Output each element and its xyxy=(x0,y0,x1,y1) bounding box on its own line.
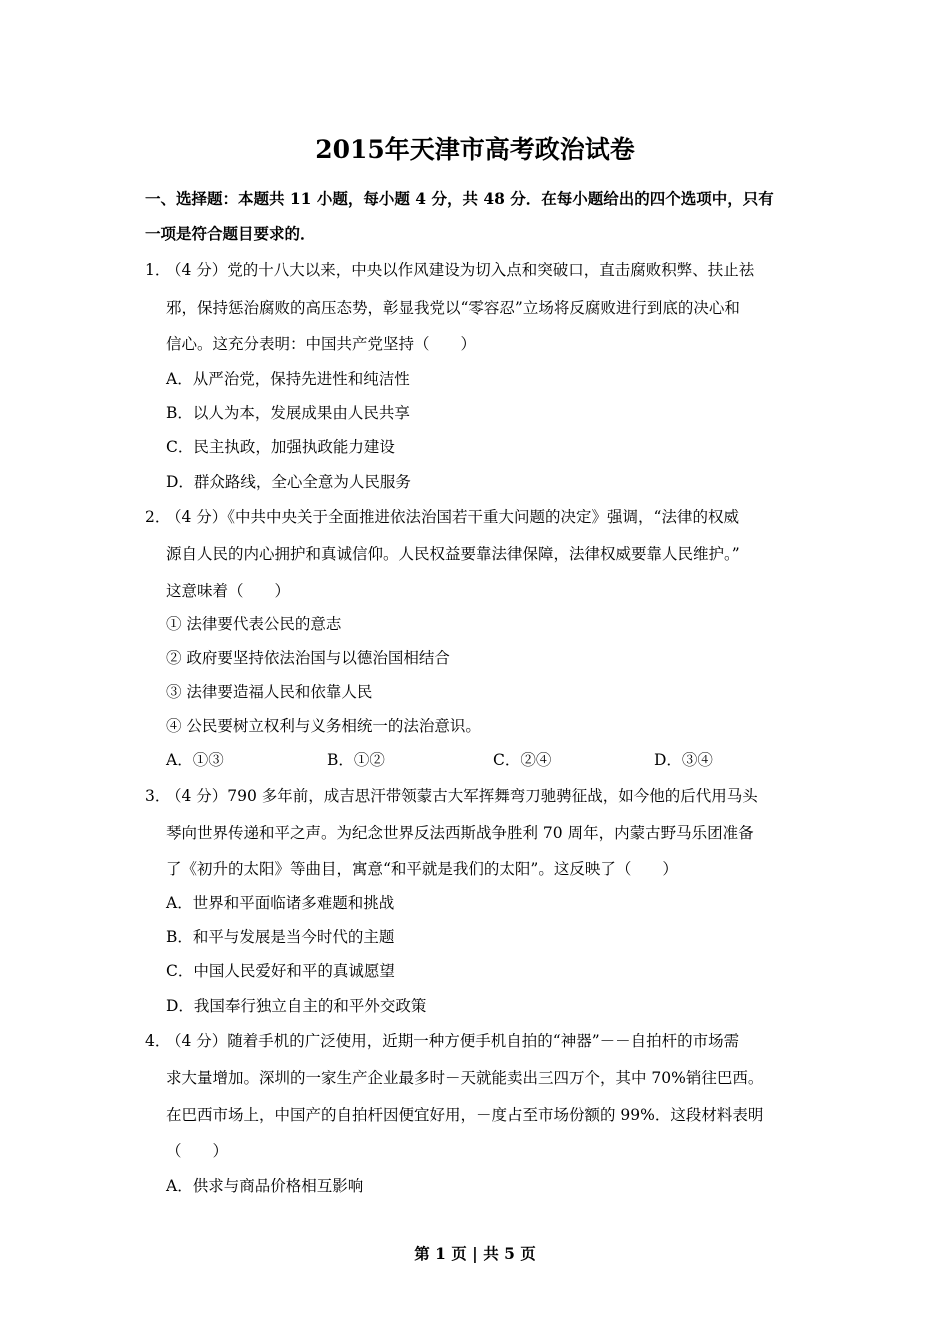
option-b: B．以人为本，发展成果由人民共享 xyxy=(166,404,410,422)
option-d: D．我国奉行独立自主的和平外交政策 xyxy=(166,997,427,1015)
statement-3: ③ 法律要造福人民和依靠人民 xyxy=(166,683,373,701)
option-a: A．从严治党，保持先进性和纯洁性 xyxy=(166,370,410,388)
page-title: 2015年天津市高考政治试卷 xyxy=(315,135,635,164)
question-number: 1． xyxy=(145,261,171,279)
question-text-line: 了《初升的太阳》等曲目，寓意“和平就是我们的太阳”。这反映了（ ） xyxy=(166,860,678,878)
question-text-line: （4 分）党的十八大以来，中央以作风建设为切入点和突破口，直击腐败积弊、扶止祛 xyxy=(166,261,755,279)
option-b: B．和平与发展是当今时代的主题 xyxy=(166,928,395,946)
option-d: D．群众路线，全心全意为人民服务 xyxy=(166,473,411,491)
question-text-line: 邪，保持惩治腐败的高压态势，彰显我党以“零容忍”立场将反腐败进行到底的决心和 xyxy=(166,299,740,317)
question-number: 4． xyxy=(145,1032,171,1050)
question-text-line: （ ） xyxy=(166,1142,229,1160)
question-text-line: （4 分）790 多年前，成吉思汗带领蒙古大军挥舞弯刀驰骋征战，如今他的后代用马头 xyxy=(166,787,758,805)
question-text-line: 在巴西市场上，中国产的自拍杆因便宜好用，－度占至市场份额的 99%．这段材料表明 xyxy=(166,1106,764,1124)
option-d: D．③④ xyxy=(654,751,713,769)
question-text-line: 求大量增加。深圳的一家生产企业最多时－天就能卖出三四万个，其中 70%销往巴西。 xyxy=(166,1069,764,1087)
question-text-line: 信心。这充分表明：中国共产党坚持（ ） xyxy=(166,335,477,353)
question-text-line: 源自人民的内心拥护和真诚信仰。人民权益要靠法律保障，法律权威要靠人民维护。” xyxy=(166,545,740,563)
option-c: C．民主执政，加强执政能力建设 xyxy=(166,438,395,456)
option-a: A．①③ xyxy=(166,751,224,769)
question-number: 3． xyxy=(145,787,171,805)
statement-4: ④ 公民要树立权利与义务相统一的法治意识。 xyxy=(166,717,481,735)
section-heading-line-2: 一项是符合题目要求的． xyxy=(145,223,316,243)
page-footer: 第 1 页 | 共 5 页 xyxy=(414,1244,536,1263)
option-c: C．中国人民爱好和平的真诚愿望 xyxy=(166,962,395,980)
question-text-line: 这意味着（ ） xyxy=(166,582,291,600)
question-text-line: 琴向世界传递和平之声。为纪念世界反法西斯战争胜利 70 周年，内蒙古野马乐团准备 xyxy=(166,824,754,842)
option-b: B．①② xyxy=(327,751,385,769)
option-a: A．供求与商品价格相互影响 xyxy=(166,1177,364,1195)
question-number: 2． xyxy=(145,508,171,526)
question-text-line: （4 分）《中共中央关于全面推进依法治国若干重大问题的决定》强调，“法律的权威 xyxy=(166,508,739,526)
option-a: A．世界和平面临诸多难题和挑战 xyxy=(166,894,395,912)
option-c: C．②④ xyxy=(493,751,552,769)
section-heading xyxy=(145,182,815,251)
statement-1: ① 法律要代表公民的意志 xyxy=(166,615,342,633)
section-heading-line-1: 一、选择题：本题共 11 小题，每小题 4 分，共 48 分．在每小题给出的四个选项中，只有 xyxy=(145,189,774,208)
statement-2: ② 政府要坚持依法治国与以德治国相结合 xyxy=(166,649,450,667)
question-text-line: （4 分）随着手机的广泛使用，近期一种方便手机自拍的“神器”－－自拍杆的市场需 xyxy=(166,1032,740,1050)
